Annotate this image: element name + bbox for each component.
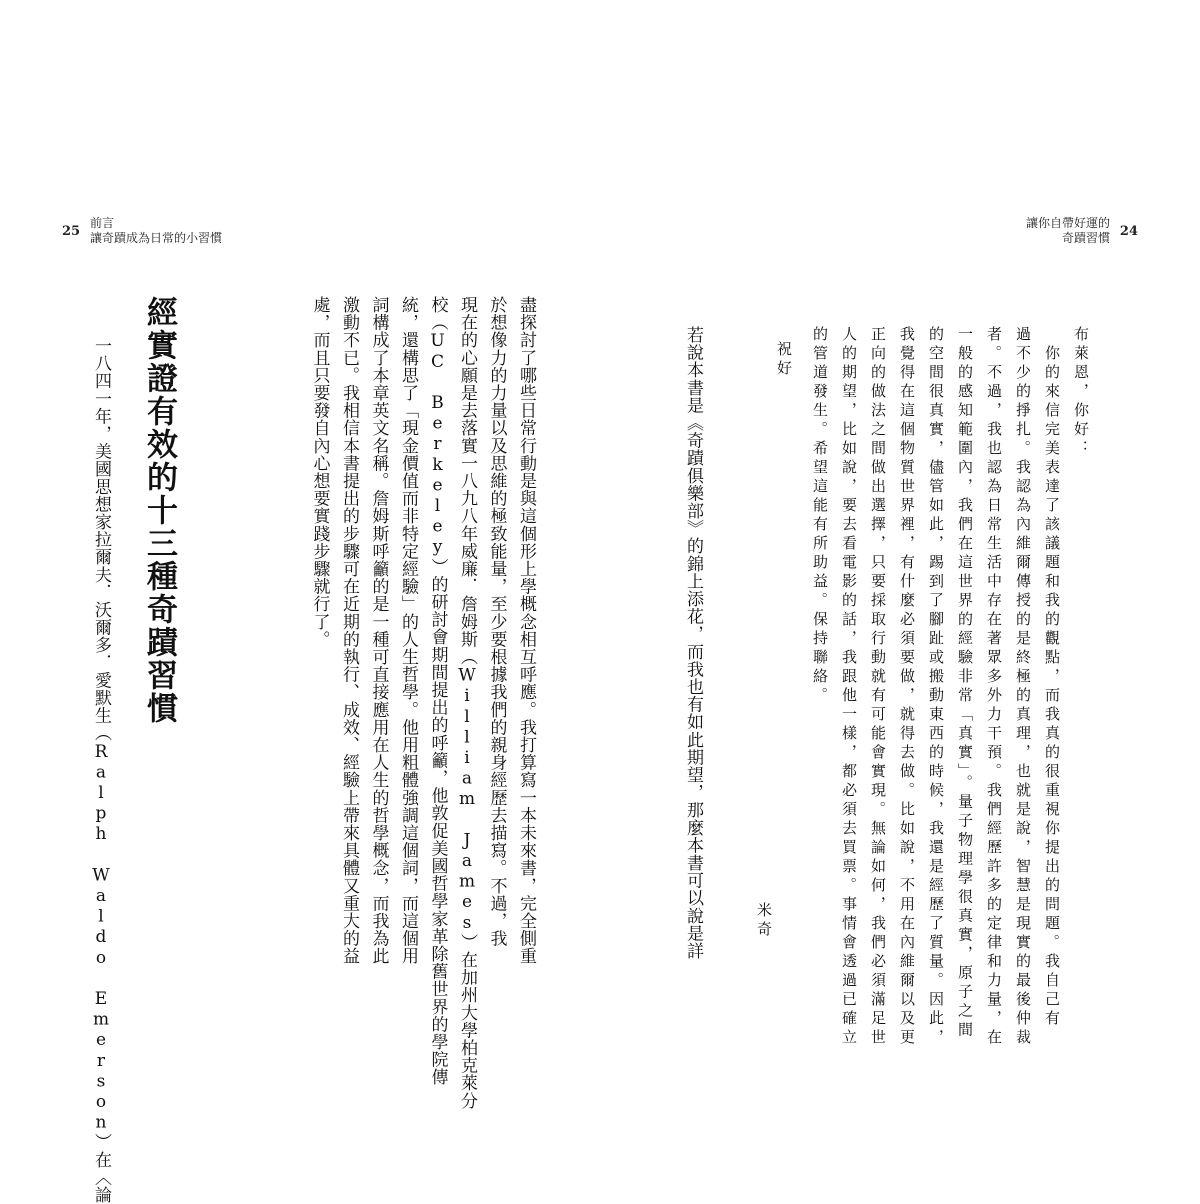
letter-column: 人的期望，比如說，要去看電影的話，我跟他一樣，都必須去買票。事情會透過已確立 bbox=[840, 326, 858, 1048]
left-body-column: 校（UC Berkeley）的研討會期間提出的呼籲，他敦促美國哲學家革除舊世界的學院傳 bbox=[427, 296, 448, 1086]
letter-text bbox=[805, 326, 1095, 1048]
letter-column: 我覺得在這個物質世界裡，有什麼必須要做，就得去做。比如說，不用在內維爾以及更 bbox=[898, 326, 916, 1048]
left-body-column: 於想像力的力量以及思維的極致能量，至少要根據我們的親身經歷去描寫。不過，我 bbox=[486, 296, 507, 948]
left-body-column: 盡探討了哪些日常行動是與這個形上學概念相互呼應。我打算寫一本未來書，完全側重 bbox=[516, 296, 536, 965]
letter-column: 過不少的掙扎。我認為內維爾傳授的是終極的真理，也就是說，智慧是現實的最後仲裁 bbox=[1014, 326, 1032, 1048]
right-header-text bbox=[1026, 216, 1110, 246]
letter-column: 的管道發生。希望這能有所助益。保持聯絡。 bbox=[811, 326, 829, 706]
letter-salutation: 布萊恩，你好： bbox=[1072, 326, 1090, 459]
section-first-column: 一八四一年，美國思想家拉爾夫．沃爾多．愛默生（Ralph Waldo Emerson）在〈論 bbox=[91, 337, 111, 1204]
page-number-left: 25 bbox=[62, 224, 81, 239]
left-body-column: 處，而且只要發自內心想要實踐步驟就行了。 bbox=[309, 296, 330, 648]
left-body-text bbox=[304, 296, 540, 1110]
letter-signoff: 祝好 bbox=[775, 341, 793, 379]
left-body-column: 統，還構思了「現金價值而非特定經驗」的人生哲學。他用粗體強調這個詞，而這個用 bbox=[398, 296, 418, 965]
letter-column: 的空間很真實，儘管如此，踢到了腳趾或搬動東西的時候，我還是經歷了質量。因此， bbox=[927, 326, 945, 1048]
letter-column: 你的來信完美表達了該議題和我的觀點，而我真的很重視你提出的問題。我自己有 bbox=[1043, 326, 1061, 1029]
left-body-column: 現在的心願是去落實一八九八年威廉．詹姆斯（William James）在加州大學柏克萊分 bbox=[457, 296, 477, 1110]
letter-column: 正向的做法之間做出選擇，只要採取行動就有可能會實現。無論如何，我們必須滿足世 bbox=[869, 326, 887, 1048]
letter-column: 一般的感知範圍內，我們在這世界的經驗非常「真實」。量子物理學很真實，原子之間 bbox=[956, 326, 974, 1041]
letter-signature: 米奇 bbox=[755, 902, 773, 940]
right-header-title-line1: 讓你自帶好運的 bbox=[1025, 216, 1110, 230]
left-header-chapter: 前言 bbox=[90, 216, 115, 230]
section-heading: 經實證有效的十三種奇蹟習慣 bbox=[141, 296, 177, 725]
left-header-text bbox=[90, 216, 222, 246]
left-body-column: 激動不已。我相信本書提出的步驟可在近期的執行、成效、經驗上帶來具體又重大的益 bbox=[339, 296, 359, 965]
left-body-column: 詞構成了本章英文名稱。詹姆斯呼籲的是一種可直接應用在人生的哲學概念，而我為此 bbox=[368, 296, 389, 965]
closing-paragraph-column: 若說本書是《奇蹟俱樂部》的錦上添花，而我也有如此期望，那麼本書可以說是詳 bbox=[683, 326, 703, 960]
left-header-title: 讓奇蹟成為日常的小習慣 bbox=[90, 231, 223, 245]
letter-column: 者。不過，我也認為日常生活中存在著眾多外力干預。我們經歷許多的定律和力量，在 bbox=[985, 326, 1003, 1048]
page-number-right: 24 bbox=[1119, 224, 1138, 239]
right-header-title-line2: 奇蹟習慣 bbox=[1061, 231, 1110, 245]
